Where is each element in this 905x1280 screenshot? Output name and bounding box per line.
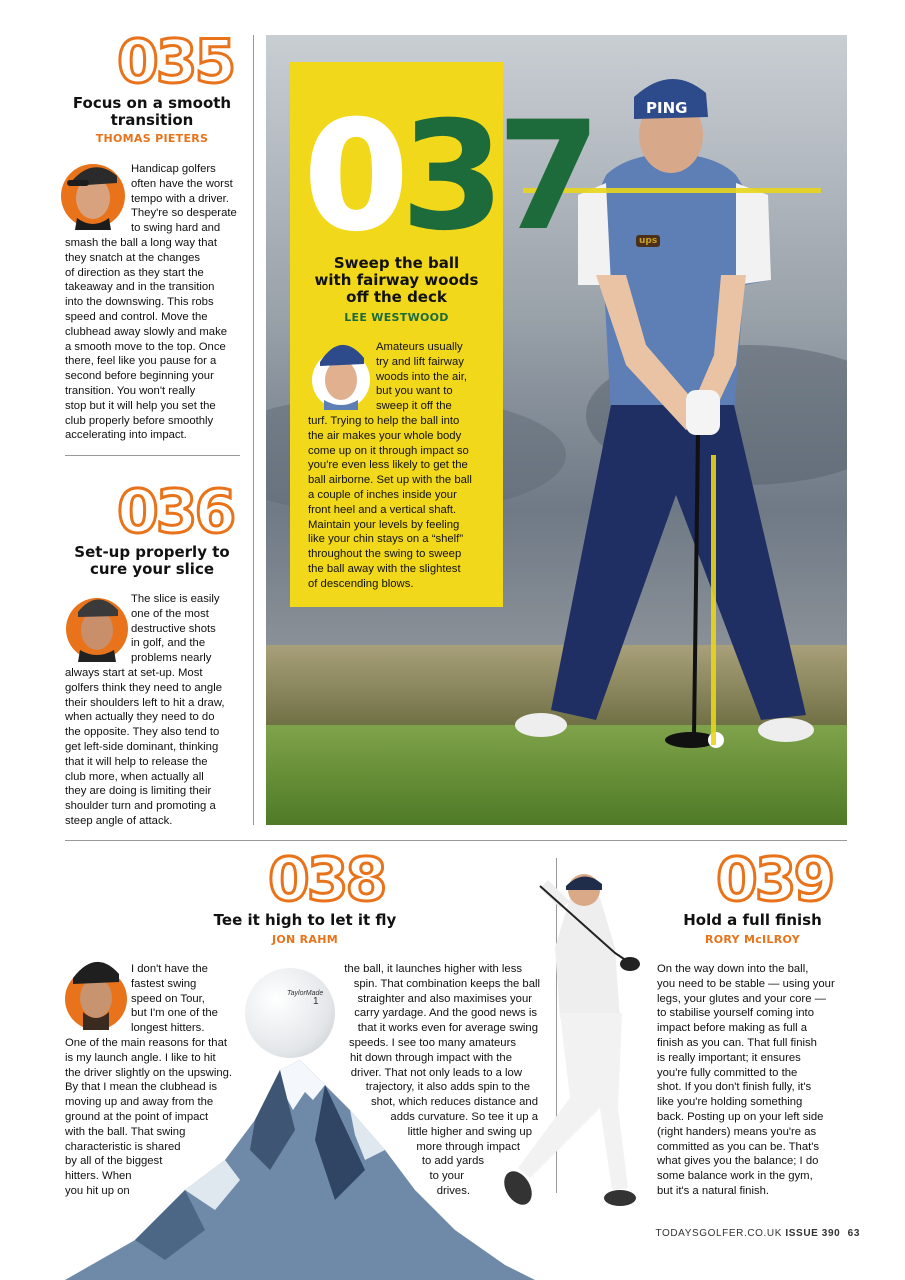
tip-36-body xyxy=(65,592,245,829)
body-line: speed on Tour, xyxy=(131,992,205,1005)
body-line: you're fully committed to the xyxy=(657,1066,798,1079)
body-line: shot. If you don't finish fully, it's xyxy=(657,1081,812,1094)
body-line: adds curvature. So tee it up a xyxy=(390,1110,538,1123)
tip-35-byline: THOMAS PIETERS xyxy=(95,132,209,145)
body-line: tempo with a driver. xyxy=(131,192,229,205)
shirt-logo: ups xyxy=(636,235,660,247)
body-line: to swing hard and xyxy=(131,222,221,235)
body-line: little higher and swing up xyxy=(407,1125,532,1138)
body-line: takeaway and in the transition xyxy=(65,281,215,294)
tip-37-box xyxy=(290,62,594,607)
body-line: there, feel like you pause for a xyxy=(65,355,217,368)
body-line: of direction as they start the xyxy=(65,266,204,279)
tip-39-headline: Hold a full finish xyxy=(683,911,822,929)
body-line: characteristic is shared xyxy=(65,1140,181,1153)
body-line: shot, which reduces distance and xyxy=(370,1096,538,1109)
body-line: get left-side dominant, thinking xyxy=(65,740,219,753)
body-line: turf. Trying to help the ball into xyxy=(308,414,460,427)
body-line: is really important; it ensures xyxy=(657,1051,801,1064)
body-line: clubhead away slowly and make xyxy=(65,325,228,338)
body-line: into the downswing. This robs xyxy=(65,296,214,309)
body-line: destructive shots xyxy=(131,622,216,635)
tip-37-headline: Sweep the ball with fairway woods off the deck xyxy=(314,254,479,306)
tip-39-body xyxy=(657,962,847,1199)
body-line: that it will help to release the xyxy=(65,755,208,768)
body-line: the air makes your whole body xyxy=(308,429,462,442)
body-line: one of the most xyxy=(131,607,209,620)
body-line: they snatch at the changes xyxy=(65,251,201,264)
body-line: second before beginning your xyxy=(65,370,214,383)
body-line: back. Posting up on your left side xyxy=(657,1110,824,1123)
ball-logo: TaylorMade xyxy=(287,990,324,997)
body-line: fastest swing xyxy=(131,977,197,990)
cap-logo: PING xyxy=(646,99,688,117)
body-line: but you want to xyxy=(376,385,453,398)
footer-issue: ISSUE 390 xyxy=(785,1228,841,1239)
body-line: club properly before smoothly xyxy=(65,414,214,427)
body-line: The slice is easily xyxy=(131,593,220,605)
body-line: carry yardage. And the good news is xyxy=(354,1007,537,1020)
body-line: to add yards xyxy=(421,1155,484,1168)
body-line: like your chin stays on a “shelf” xyxy=(308,533,464,546)
body-line: Amateurs usually xyxy=(376,341,463,353)
tip-37-byline: LEE WESTWOOD xyxy=(344,311,449,324)
rory-mcilroy-photo xyxy=(500,868,660,1223)
body-line: by all of the biggest xyxy=(65,1155,163,1168)
body-line: some balance work in the gym, xyxy=(657,1170,813,1183)
body-line: spin. That combination keeps the ball xyxy=(353,977,540,990)
body-line: club more, when actually all xyxy=(65,770,204,783)
body-line: Handicap golfers xyxy=(131,163,216,175)
body-line: in golf, and the xyxy=(131,637,206,650)
body-line: you need to be stable — using your xyxy=(657,977,835,990)
body-line: Maintain your levels by feeling xyxy=(308,518,460,531)
body-line: is my launch angle. I like to hit xyxy=(65,1051,216,1064)
footer-page: 63 xyxy=(847,1228,860,1239)
body-line: front heel and a vertical shaft. xyxy=(308,503,457,516)
body-line: ground at the point of impact xyxy=(65,1110,209,1123)
tip-38-headline: Tee it high to let it fly xyxy=(213,911,397,929)
ball-number: 1 xyxy=(313,996,319,1007)
body-line: problems nearly xyxy=(131,652,212,665)
body-line: the driver slightly on the upswing. xyxy=(65,1066,233,1079)
body-line: the opposite. They also tend to xyxy=(65,726,220,739)
body-line: trajectory, it also adds spin to the xyxy=(365,1081,530,1094)
body-line: I don't have the xyxy=(131,963,208,975)
body-line: of descending blows. xyxy=(308,577,414,590)
body-line: On the way down into the ball, xyxy=(657,963,809,975)
body-line: driver. That not only leads to a low xyxy=(350,1066,522,1079)
tip-36-number: 036 xyxy=(117,477,234,547)
body-line: moving up and away from the xyxy=(65,1096,214,1109)
body-line: straighter and also maximises your xyxy=(357,992,532,1005)
tip-38-byline: JON RAHM xyxy=(271,933,338,946)
body-line: stop but it will help you set the xyxy=(65,399,216,412)
page-footer xyxy=(655,1228,860,1239)
body-line: hit down through impact with the xyxy=(349,1051,512,1064)
tip-36-headline: Set-up properly to cure your slice xyxy=(74,543,230,578)
body-line: when actually they need to do xyxy=(65,711,215,724)
avatar-jon-rahm xyxy=(63,944,129,1030)
tip-37-number: 037 xyxy=(304,90,594,264)
body-line: One of the main reasons for that xyxy=(65,1036,228,1049)
body-line: to stabilise yourself coming into xyxy=(657,1007,814,1020)
body-line: you hit up on xyxy=(65,1184,130,1197)
body-line: By that I mean the clubhead is xyxy=(65,1081,217,1094)
body-line: try and lift fairway xyxy=(376,355,464,368)
body-line: a couple of inches inside your xyxy=(308,488,457,501)
tip-38-number: 038 xyxy=(268,845,385,915)
body-line: accelerating into impact. xyxy=(65,429,187,442)
body-line: often have the worst xyxy=(131,177,233,190)
body-line: steep angle of attack. xyxy=(65,814,173,827)
footer-site: TODAYSGOLFER.CO.UK xyxy=(655,1228,783,1239)
tip-39-number: 039 xyxy=(716,845,833,915)
body-line: their shoulders left to hit a draw, xyxy=(65,696,225,709)
body-line: speeds. I see too many amateurs xyxy=(348,1036,516,1049)
body-line: the ball away with the slightest xyxy=(308,562,461,575)
tip-39-byline: RORY McILROY xyxy=(704,933,801,946)
body-line: like you're holding something xyxy=(657,1096,803,1109)
body-line: longest hitters. xyxy=(131,1022,205,1035)
body-line: hitters. When xyxy=(65,1170,132,1183)
body-line: a smooth move to the top. Once xyxy=(65,340,226,353)
divider xyxy=(65,455,240,456)
body-line: but it's a natural finish. xyxy=(657,1184,770,1197)
body-line: you're even less likely to get the xyxy=(308,459,468,472)
body-line: woods into the air, xyxy=(376,370,468,383)
body-line: the ball, it launches higher with less xyxy=(344,963,522,975)
section-divider xyxy=(65,840,847,841)
tip-35-body xyxy=(65,162,245,443)
body-line: (right handers) means you're as xyxy=(657,1125,817,1138)
body-line: always start at set-up. Most xyxy=(65,666,203,679)
body-line: speed and control. Move the xyxy=(65,310,208,323)
body-line: but I'm one of the xyxy=(131,1007,218,1020)
body-line: more through impact xyxy=(416,1140,520,1153)
body-line: that it works even for average swing xyxy=(357,1022,538,1035)
body-line: transition. You won't really xyxy=(65,384,196,397)
body-line: sweep it off the xyxy=(376,400,452,413)
body-line: smash the ball a long way that xyxy=(65,236,217,249)
tip-37-body xyxy=(308,340,503,592)
body-line: finish as you can. That full finish xyxy=(657,1036,817,1049)
body-line: come up on it through impact so xyxy=(308,444,469,457)
body-line: drives. xyxy=(436,1184,470,1197)
body-line: golfers think they need to angle xyxy=(65,681,223,694)
body-line: with the ball. That swing xyxy=(65,1125,186,1138)
body-line: committed as you can be. That's xyxy=(657,1140,820,1153)
body-line: legs, your glutes and your core — xyxy=(657,992,826,1005)
body-line: ball airborne. Set up with the ball xyxy=(308,474,472,487)
body-line: what gives you the balance; I do xyxy=(657,1155,819,1168)
column-divider xyxy=(253,35,254,825)
tip-35-headline: Focus on a smooth transition xyxy=(72,94,232,129)
body-line: to your xyxy=(429,1170,464,1183)
tip-35-number: 035 xyxy=(117,27,234,97)
body-line: They're so desperate xyxy=(131,207,237,220)
body-line: they are doing is limiting their xyxy=(65,785,212,798)
body-line: impact before making as full a xyxy=(657,1022,808,1035)
body-line: shoulder turn and promoting a xyxy=(65,800,216,813)
body-line: throughout the swing to sweep xyxy=(308,548,462,561)
